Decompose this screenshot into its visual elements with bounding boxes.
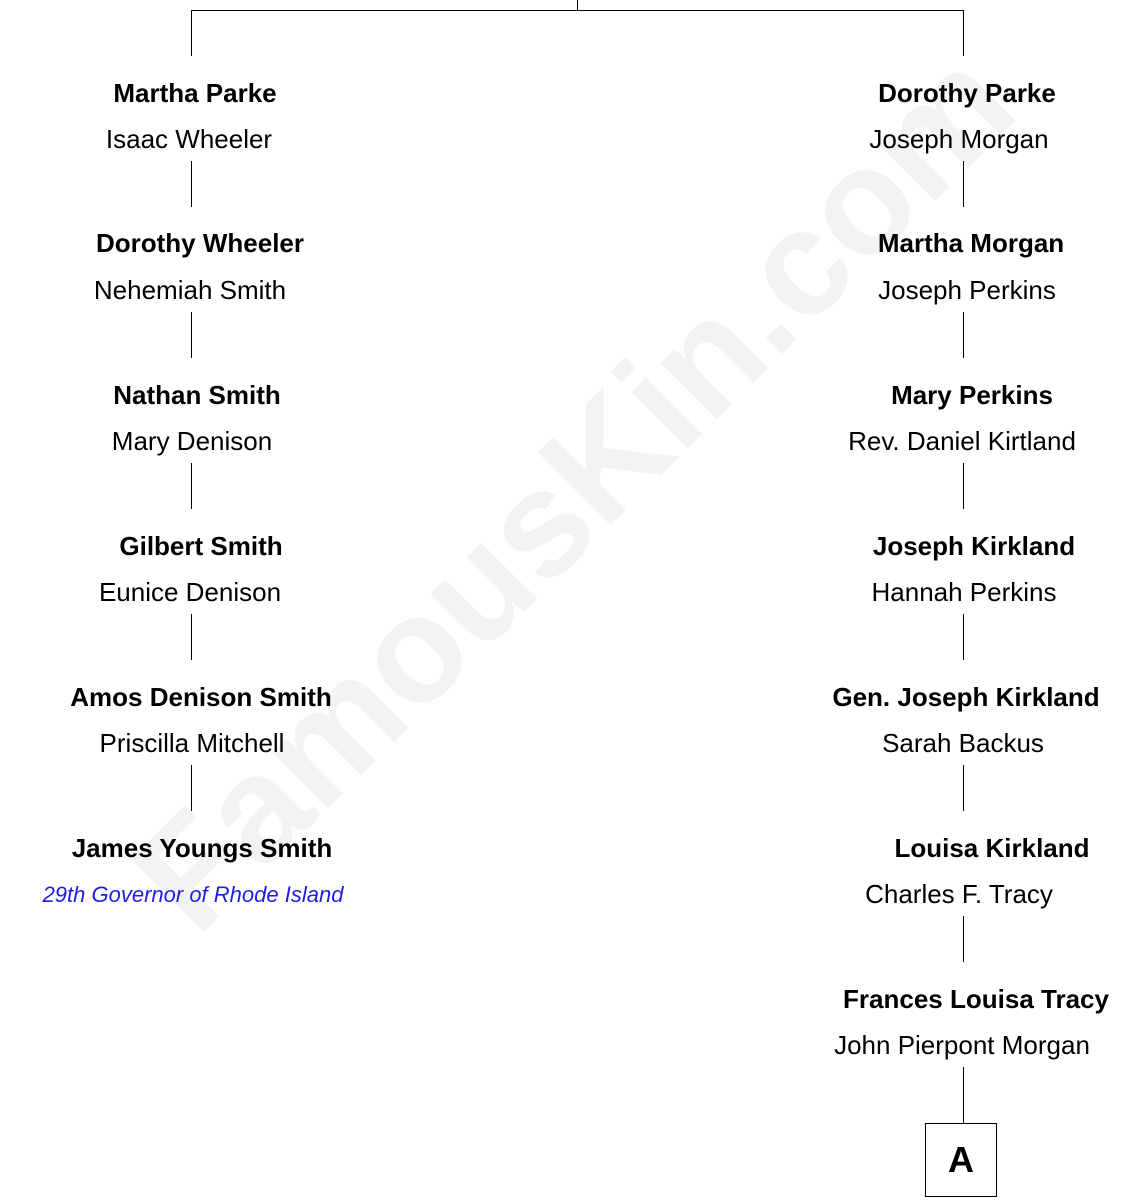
person-name: Joseph Kirkland — [872, 531, 1076, 561]
top-connector-left-drop — [191, 10, 192, 56]
spouse-name: John Pierpont Morgan — [834, 1030, 1090, 1060]
top-connector-right-drop — [963, 10, 964, 56]
descent-line — [191, 161, 192, 207]
spouse-name: Rev. Daniel Kirtland — [848, 426, 1076, 456]
person-name: Gilbert Smith — [119, 531, 283, 561]
spouse-name: Hannah Perkins — [871, 577, 1057, 607]
descent-line — [963, 916, 964, 962]
top-connector-center-stub — [577, 0, 578, 10]
descent-line — [963, 463, 964, 509]
descent-line — [963, 765, 964, 811]
descent-line — [963, 312, 964, 358]
spouse-name: Mary Denison — [111, 426, 273, 456]
person-name: Dorothy Parke — [878, 78, 1056, 108]
person-name: Dorothy Wheeler — [95, 228, 305, 258]
descent-line — [963, 614, 964, 660]
person-name: Gen. Joseph Kirkland — [832, 682, 1100, 712]
person-name: James Youngs Smith — [71, 833, 333, 863]
person-name: Martha Parke — [113, 78, 277, 108]
descent-line — [963, 1067, 964, 1123]
person-name: Martha Morgan — [877, 228, 1065, 258]
descent-line — [191, 463, 192, 509]
descent-line — [191, 614, 192, 660]
descent-line — [963, 161, 964, 207]
person-name: Louisa Kirkland — [894, 833, 1090, 863]
spouse-name: Sarah Backus — [882, 728, 1044, 758]
spouse-name: Isaac Wheeler — [105, 124, 273, 154]
descent-line — [191, 765, 192, 811]
person-name: Nathan Smith — [113, 380, 281, 410]
spouse-name: Nehemiah Smith — [93, 275, 287, 305]
person-name: Amos Denison Smith — [70, 682, 332, 712]
spouse-name: Priscilla Mitchell — [99, 728, 285, 758]
governor-note: 29th Governor of Rhode Island — [42, 882, 344, 907]
continuation-box-a: A — [925, 1123, 997, 1197]
spouse-name: Joseph Morgan — [869, 124, 1049, 154]
person-name: Frances Louisa Tracy — [843, 984, 1109, 1014]
watermark — [99, 16, 1049, 963]
spouse-name: Joseph Perkins — [878, 275, 1056, 305]
top-connector-horizontal — [191, 10, 963, 11]
spouse-name: Eunice Denison — [98, 577, 282, 607]
spouse-name: Charles F. Tracy — [865, 879, 1053, 909]
person-name: Mary Perkins — [891, 380, 1053, 410]
descent-line — [191, 312, 192, 358]
